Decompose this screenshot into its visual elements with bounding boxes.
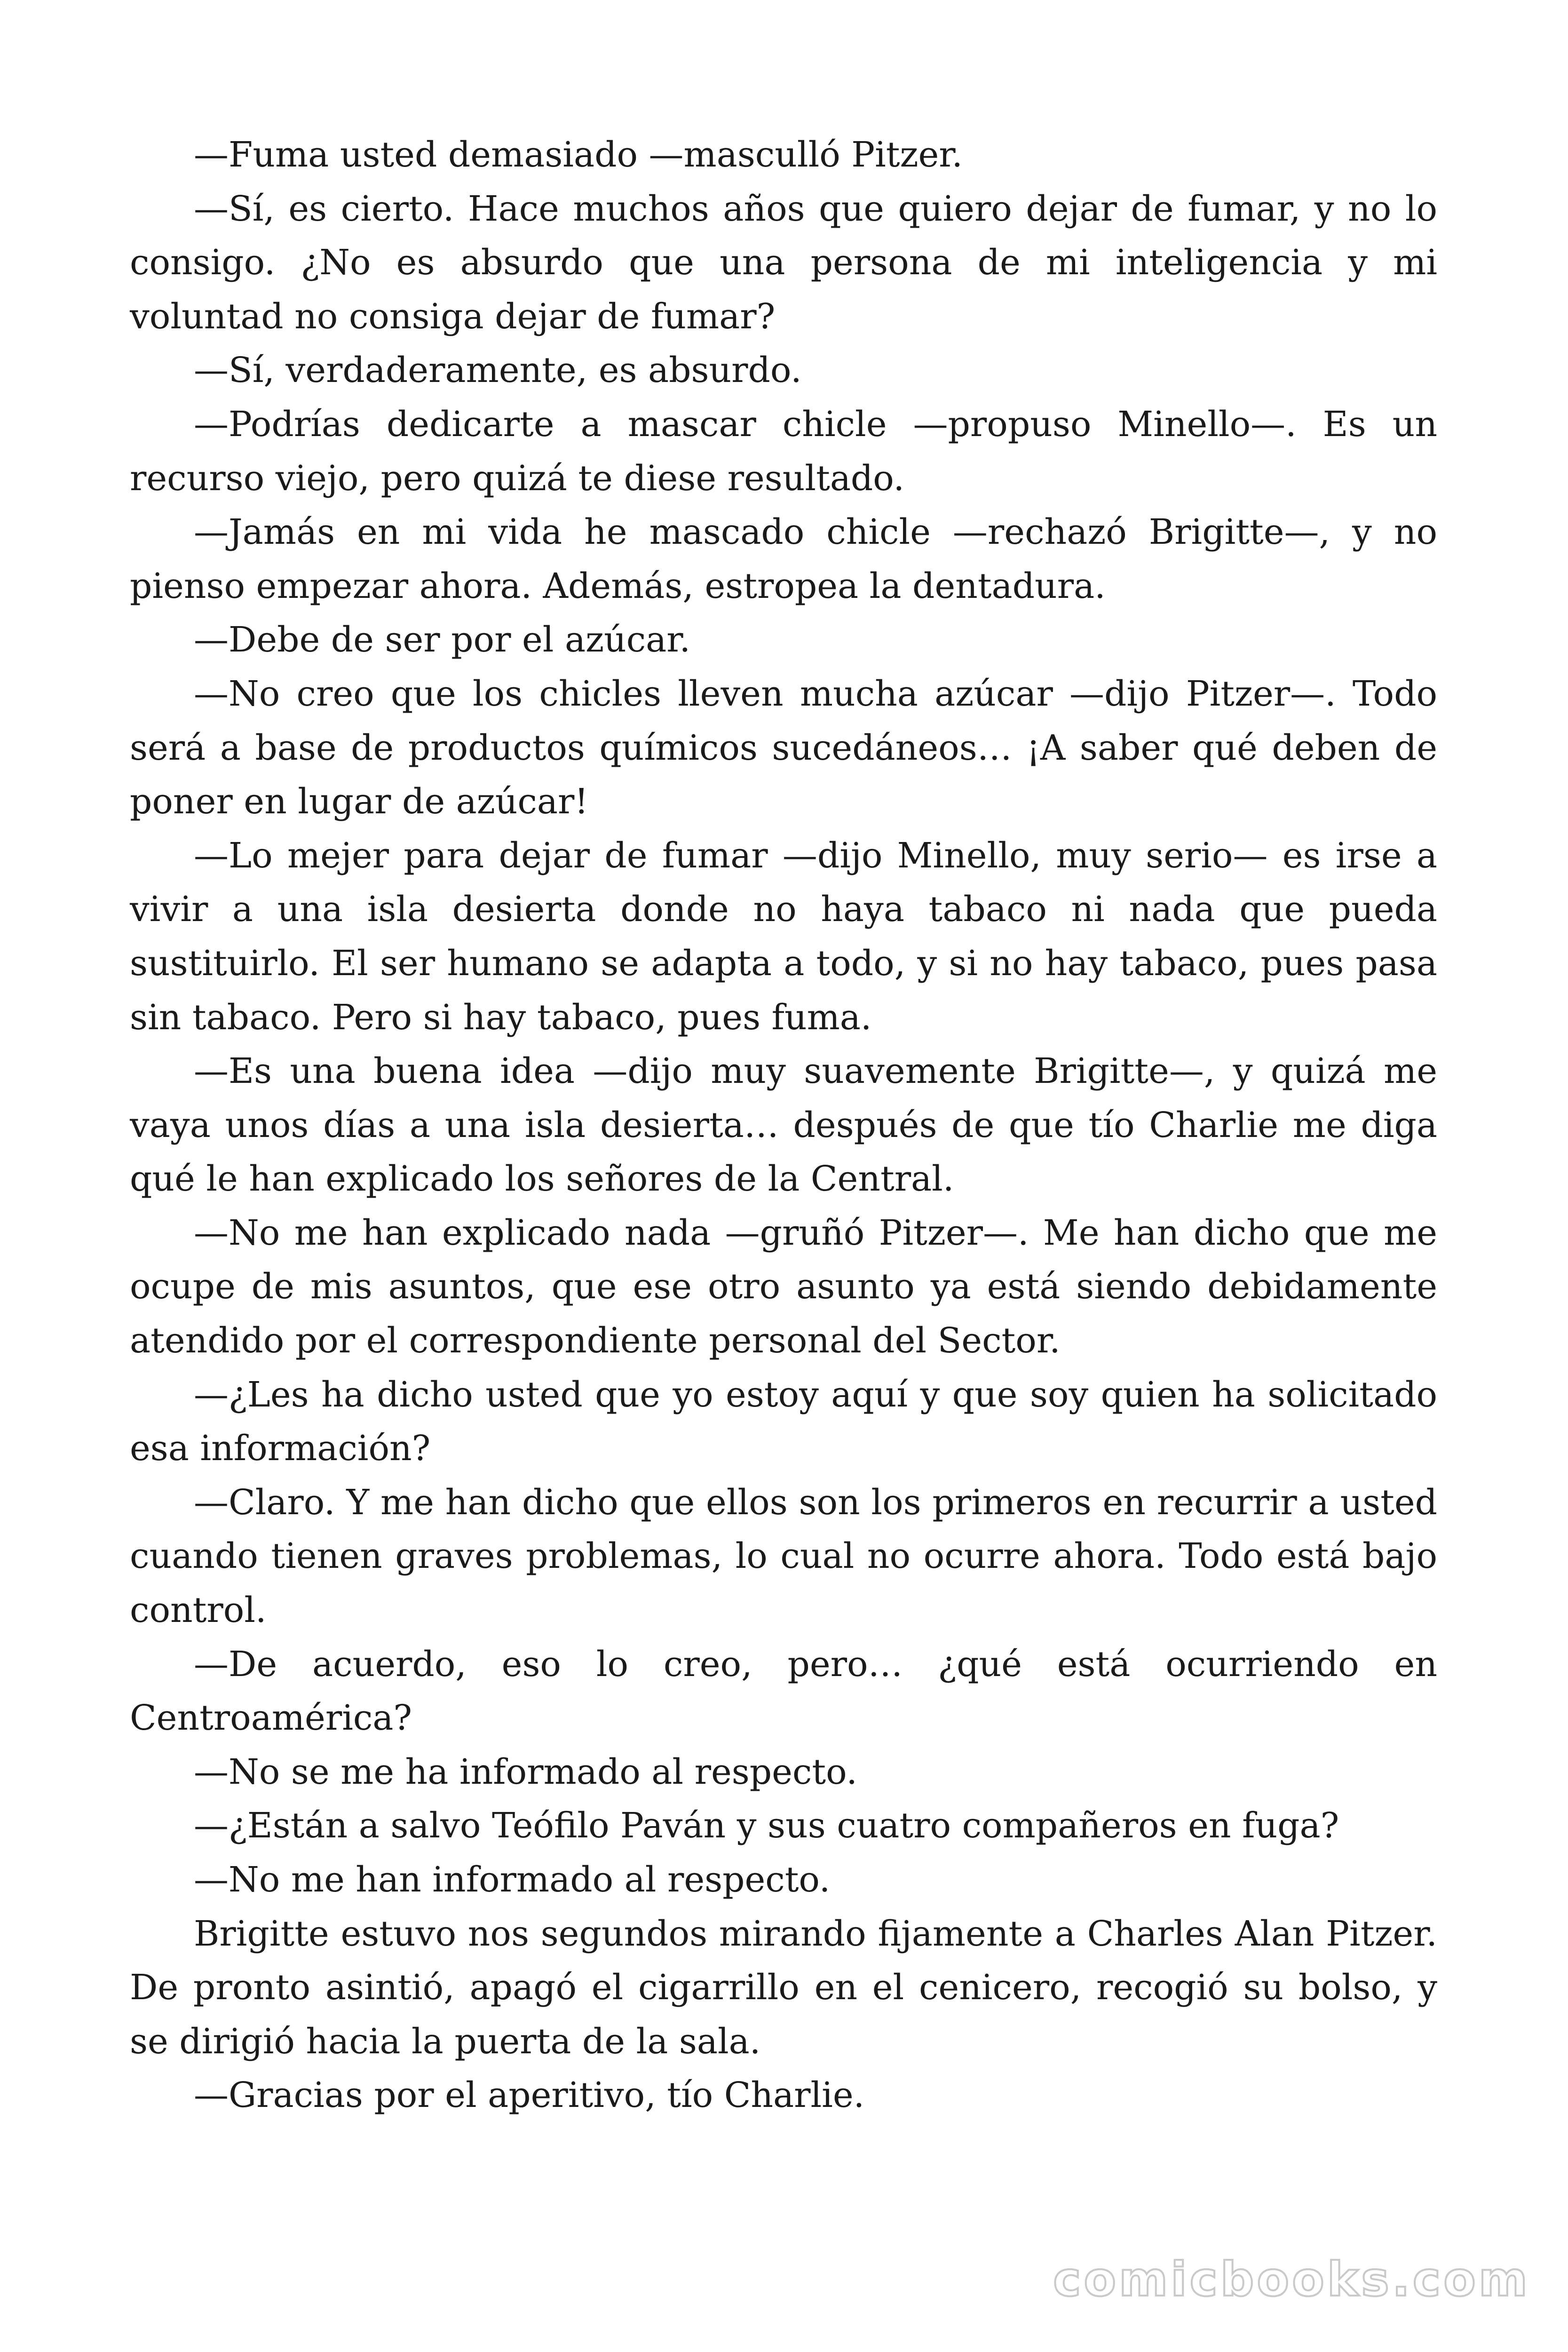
paragraph: —¿Les ha dicho usted que yo estoy aquí y que soy quien ha solicitado esa información?: [130, 1374, 1437, 1469]
paragraph: —No me han informado al respecto.: [194, 1859, 831, 1900]
paragraph: —Gracias por el aperitivo, tío Charlie.: [194, 2075, 865, 2116]
paragraph: —Es una buena idea —dijo muy suavemente Brigitte—, y quizá me vaya unos días a una isla desierta… después de que tío Charlie me diga qué le han explicado los señores de la Central.: [130, 1051, 1437, 1200]
paragraph: —No se me ha informado al respecto.: [194, 1751, 857, 1792]
paragraph: —No creo que los chicles lleven mucha azúcar —dijo Pitzer—. Todo será a base de productos químicos sucedáneos… ¡A saber qué deben de poner en lugar de azúcar!: [130, 673, 1437, 822]
body-text: [130, 128, 1437, 2122]
paragraph: —Podrías dedicarte a mascar chicle —propuso Minello—. Es un recurso viejo, pero quizá te diese resultado.: [130, 404, 1437, 499]
paragraph: —Debe de ser por el azúcar.: [194, 620, 691, 660]
paragraph: —Lo mejer para dejar de fumar —dijo Minello, muy serio— es irse a vivir a una isla desierta donde no haya tabaco ni nada que pueda sustituirlo. El ser humano se adapta a todo, y si no hay tabaco, pues pasa sin tabaco. Pero si hay tabaco, pues fuma.: [130, 835, 1437, 1038]
paragraph: —Sí, verdaderamente, es absurdo.: [194, 350, 802, 391]
paragraph: —Sí, es cierto. Hace muchos años que quiero dejar de fumar, y no lo consigo. ¿No es absurdo que una persona de mi inteligencia y mi voluntad no consiga dejar de fumar?: [130, 188, 1437, 337]
paragraph: —¿Están a salvo Teófilo Paván y sus cuatro compañeros en fuga?: [194, 1805, 1339, 1846]
paragraph: —De acuerdo, eso lo creo, pero… ¿qué está ocurriendo en Centroamérica?: [130, 1644, 1437, 1739]
paragraph: —No me han explicado nada —gruñó Pitzer—. Me han dicho que me ocupe de mis asuntos, que ese otro asunto ya está siendo debidamente atendido por el correspondiente personal del Sector.: [130, 1212, 1437, 1361]
watermark-logo: comicbooks.com: [1053, 2252, 1530, 2307]
paragraph: Brigitte estuvo nos segundos mirando fijamente a Charles Alan Pitzer. De pronto asintió, apagó el cigarrillo en el cenicero, recogió su bolso, y se dirigió hacia la puerta de la sala.: [130, 1913, 1437, 2062]
paragraph: —Fuma usted demasiado —masculló Pitzer.: [194, 135, 963, 175]
paragraph: —Jamás en mi vida he mascado chicle —rechazó Brigitte—, y no pienso empezar ahora. Además, estropea la dentadura.: [130, 512, 1437, 606]
paragraph: —Claro. Y me han dicho que ellos son los primeros en recurrir a usted cuando tienen graves problemas, lo cual no ocurre ahora. Todo está bajo control.: [130, 1482, 1437, 1631]
